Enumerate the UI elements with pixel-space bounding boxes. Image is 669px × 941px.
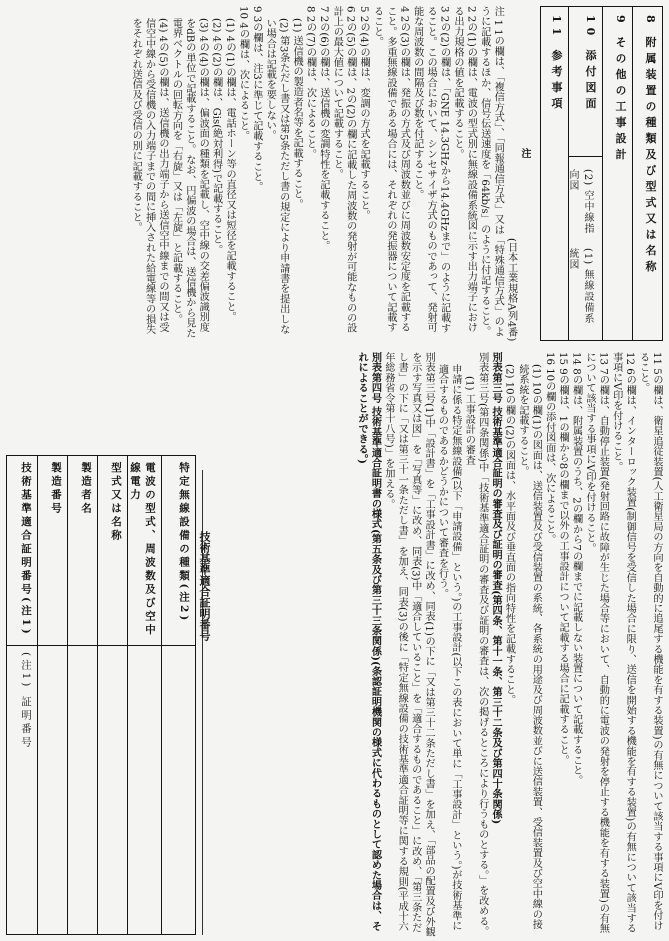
- note-paragraph: (2) 4の(2)の欄は、Gis(絶対利得)で記載すること。: [210, 18, 222, 255]
- appendix-heading: 別表第三号 技術基準適合証明の審査及び証明の審査(第四条、第十一条、第三十二条及び第四十条関係): [490, 352, 503, 825]
- form-value: [162, 646, 195, 934]
- note-paragraph: (4) 4の(5)の欄は、送信機の出力端子から送信空中線までの間又は受信空中線から受信機の入力端子までの間に挿入された給電線等の損失をそれぞれ送信及び受信の別に記載すること。: [130, 18, 169, 335]
- form-head: 製造者名: [68, 456, 97, 646]
- table-row: [602, 7, 632, 340]
- note-paragraph: 7 2の(6)の欄は、送信機の変調特性を記載すること。: [317, 6, 329, 251]
- form-column: [97, 456, 127, 934]
- table-row: [568, 7, 602, 340]
- form-head: 技術基準適合証明番号(注1): [7, 456, 37, 646]
- form-value: [68, 646, 97, 934]
- certificate-form: [6, 455, 196, 935]
- note-paragraph: (1) 4の(1)の欄は、電話ホーン等の直径又は短径を記載すること。: [224, 18, 236, 322]
- note-paragraph: 14 8の欄は、附属装置のうち、2の欄から7の欄までに記載しない装置について記載すること。: [570, 352, 582, 786]
- form-head: 特定無線設備の種類(注2): [162, 456, 195, 646]
- row-label: 11 参考事項: [550, 15, 563, 114]
- note-paragraph: 9 3の欄は、注3に準じて記載すること。: [250, 6, 262, 192]
- note-paragraph: 10 4の欄は、次によること。: [237, 6, 249, 141]
- note-paragraph: 15 9の欄は、1の欄から8の欄まで以外の工事設計について記載する場合に記載すること。: [557, 352, 569, 766]
- note-paragraph: 8 2の(7)の欄は、次によること。: [304, 6, 316, 160]
- table-row: [632, 7, 662, 340]
- note-paragraph: 6 2の(5)の欄は、2の(2)の欄に記載した周波数の発射が可能なものの設計上の最大値について記載すること。: [331, 6, 356, 333]
- note-paragraph: 別表第三号(1)中「設計書」を「工事設計書」に改め、同表(1)の下に「又は第三十二条ただし書」を加え、「部品の配置及び外観を示す写真又は図」を「写真等」に改め、同表(3)中「適合していること」を「適合するものであること」に改め、「第三条ただし書」の下に「又は第三十一条ただし書」を加え、同表(3)の後に「特定無線設備の技術基準適合証明等に関する規則(平成十六年総務省令第十八号)」を加える。: [382, 352, 435, 937]
- form-column: [37, 456, 67, 934]
- note-paragraph: 3 2の(2)の欄は、「GNE 14.3GHzから14.4GHzまで」のように記載すること。この場合において、シンセサイザ方式のものであって、発射可能な周波数の間隔及び数を付記すること。: [411, 6, 450, 334]
- note-paragraph: 5 2の(4)の欄は、変調の方式を記載すること。: [358, 6, 370, 221]
- note-paragraph: 注 1 1の欄は、「複信方式」、「同報通信方式」又は「特殊通信方式」のように記載するほか、信号伝送速度を「64kb/s」のように付記すること。: [478, 6, 504, 337]
- construction-design-table: [540, 6, 663, 341]
- note-paragraph: 11 5の欄は、衛星追従装置(人工衛星局の方向を自動的に追尾する機能を有する装置)の有無について該当する事項にV印を付けること。: [637, 352, 662, 931]
- form-head: 製造番号: [38, 456, 67, 646]
- note-paragraph: 13 7の欄は、自動停止装置(発射回路に故障が生じた場合等において、自動的に電波の発射を停止する機能を有する装置)の有無について該当する事項にV印を付けること。: [583, 352, 609, 934]
- note-paragraph: (2) 第3条ただし書又は第5条ただし書の規定により申請書を提出しない場合は記載を要しない。: [264, 18, 289, 335]
- note-paragraph: 16 10の欄の添付図面は、次によること。: [543, 352, 555, 545]
- note-paragraph: (1) 送信機の製造者名等を記載すること。: [291, 18, 303, 210]
- form-title: 技術基準適合証明番号: [198, 531, 211, 641]
- form-value: [38, 646, 67, 934]
- attachment-item: (1) 無線設備系統図: [567, 248, 593, 325]
- appendix-heading: 別表第四号 技術基準適合証明書の様式(第五条及び第三十三条関係)(条認証明機関の様式に代わるものとして認めた場合は、それによることができる。): [356, 352, 382, 932]
- form-column: [161, 456, 195, 934]
- row-value: [569, 157, 602, 340]
- note-paragraph: 4 2の(3)の欄は、発振の方式及び周波数並びに周波数安定度を記載すること。多重無線設備である場合には、それぞれの発振器について記載すること。: [371, 6, 410, 333]
- notes-heading: 注: [519, 148, 531, 199]
- note-paragraph: 申請に係る特定無線設備(以下「申請設備」という。)の工事設計(以下この表において単に「工事設計」という。)が技術基準に適合するものであるかどうかについて審査を行う。: [436, 364, 461, 931]
- row-label: 10 添付図面: [569, 7, 602, 157]
- row-label: 9 その他の工事設計: [614, 15, 627, 165]
- row-label: 8 附属装置の種類及び型式又は名称: [644, 15, 657, 277]
- form-value: [128, 646, 161, 934]
- form-value: (注1) 証明番号: [20, 652, 32, 750]
- note-paragraph: (1) 10の欄(1)の図面は、送信装置及び受信装置の系統、各系統の用途及び周波数並びに送信装置、受信装置及び空中線の接続系統を記載すること。: [516, 364, 542, 930]
- form-column: [127, 456, 161, 934]
- note-paragraph: 2 2の(1)の欄は、電波の型式別に無線設備系統図に示す出力端子における出力規格の値を記載すること。: [451, 6, 477, 333]
- page-size-note: (日本工業規格A列4番): [505, 237, 517, 341]
- note-paragraph: 12 6の欄は、インターロック装置(制御信号を受信した場合に限り、送信を開始する機能を有する装置)の有無について該当する事項にV印を付けること。: [610, 352, 636, 934]
- form-head: 電波の型式、周波数及び空中線電力: [128, 456, 161, 646]
- attachment-item: (2) 空中線指向図: [567, 169, 593, 235]
- note-paragraph: (3) 4の(4)の欄は、偏波面の種類を記載し、空中線の交差偏波識別度をdBの単位で記載すること。なお、円偏波の場合は、送信機から見た電界ベクトルの回転方向を「右旋」又は「左旋」と記載すること。: [170, 18, 209, 339]
- note-paragraph: 別表第三号(第四条関係)中「技術基準適合証明の審査及び証明の審査は、次の掲げるところにより行うものとする。」を改める。: [476, 352, 488, 937]
- notes-top: [11, 6, 531, 341]
- form-column: [67, 456, 97, 934]
- section-heading: (1) 工事設計の審査: [463, 376, 475, 466]
- note-paragraph: (2) 10の欄の(2)の図面は、水平面及び垂直面の指向特性を記載すること。: [503, 364, 515, 705]
- form-column: [7, 456, 37, 934]
- form-head: 型式又は名称: [98, 456, 127, 646]
- form-value: [98, 646, 127, 934]
